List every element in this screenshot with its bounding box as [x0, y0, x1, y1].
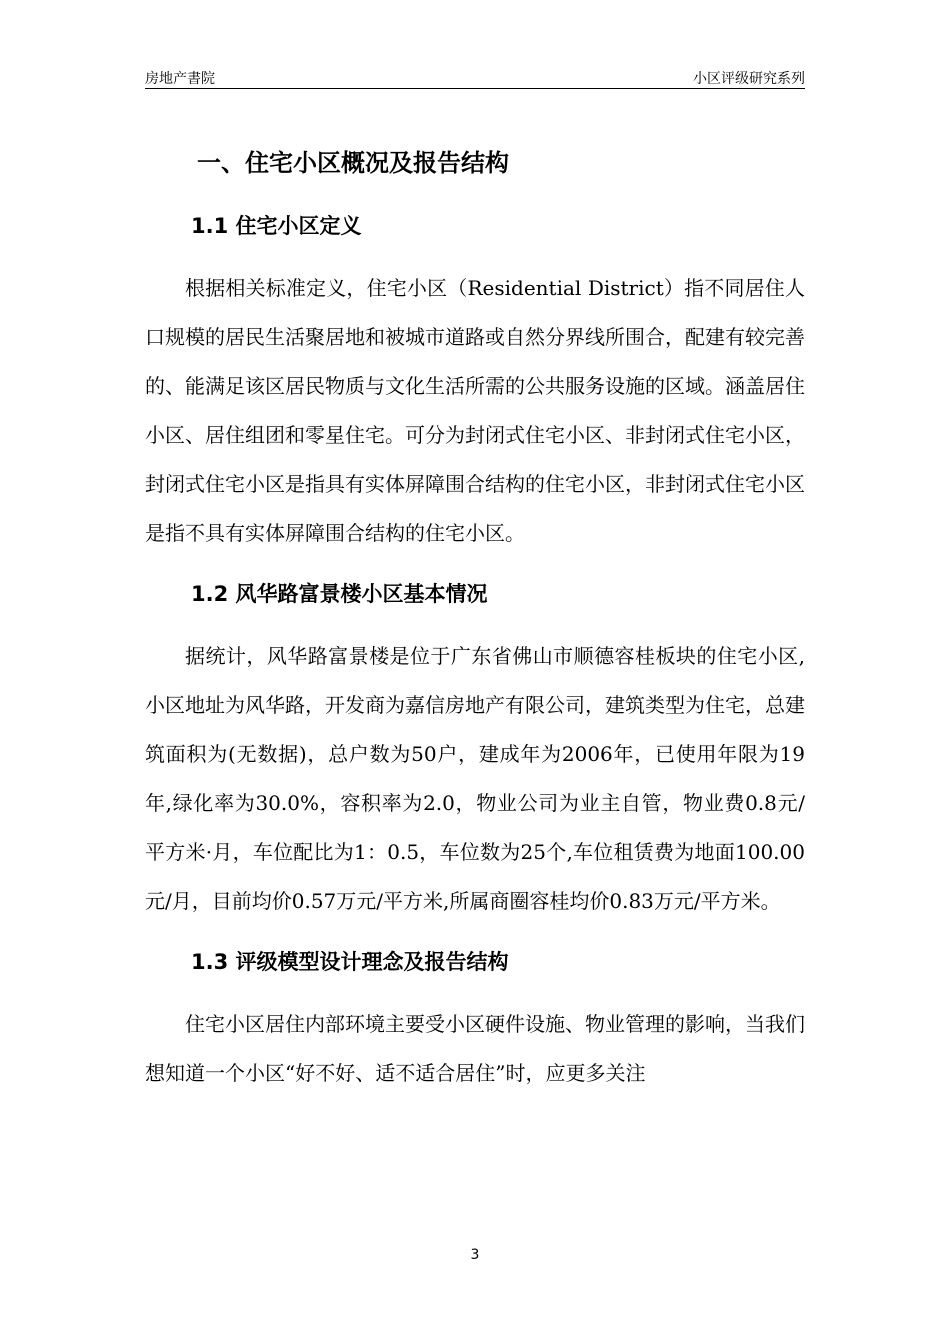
section-paragraph-1-1: 根据相关标准定义，住宅小区（Residential District）指不同居住人口规模的居民生活聚居地和被城市道路或自然分界线所围合，配建有较完善的、能满足该区居民物质与文化生活所需的公共服务设施的区域。涵盖居住小区、居住组团和零星住宅。可分为封闭式住宅小区、非封闭式住宅小区，封闭式住宅小区是指具有实体屏障围合结构的住宅小区，非封闭式住宅小区是指不具有实体屏障围合结构的住宅小区。	[145, 276, 805, 545]
page-number: 3	[470, 1247, 480, 1263]
section-paragraph-1-2: 据统计，风华路富景楼是位于广东省佛山市顺德容桂板块的住宅小区,小区地址为风华路，开发商为嘉信房地产有限公司，建筑类型为住宅，总建筑面积为(无数据)，总户数为50户，建成年为2006年，已使用年限为19年,绿化率为30.0%，容积率为2.0，物业公司为业主自管，物业费0.8元/平方米·月，车位配比为1：0.5，车位数为25个,车位租赁费为地面100.00元/月，目前均价0.57万元/平方米,所属商圈容桂均价0.83万元/平方米。	[145, 644, 805, 913]
chapter-title: 一、住宅小区概况及报告结构	[197, 149, 509, 177]
header-right-title: 小区评级研究系列	[693, 71, 805, 87]
document-body	[145, 142, 805, 1098]
page-header	[145, 64, 805, 88]
section-heading-1-1: 1.1 住宅小区定义	[191, 214, 362, 238]
section-heading-1-2: 1.2 风华路富景楼小区基本情况	[191, 582, 488, 606]
section-heading-1-3: 1.3 评级模型设计理念及报告结构	[191, 950, 509, 974]
header-divider	[145, 88, 805, 89]
section-paragraph-1-3: 住宅小区居住内部环境主要受小区硬件设施、物业管理的影响，当我们想知道一个小区“好不好、适不适合居住”时，应更多关注	[145, 1012, 805, 1085]
header-left-title: 房地产書院	[145, 71, 215, 87]
